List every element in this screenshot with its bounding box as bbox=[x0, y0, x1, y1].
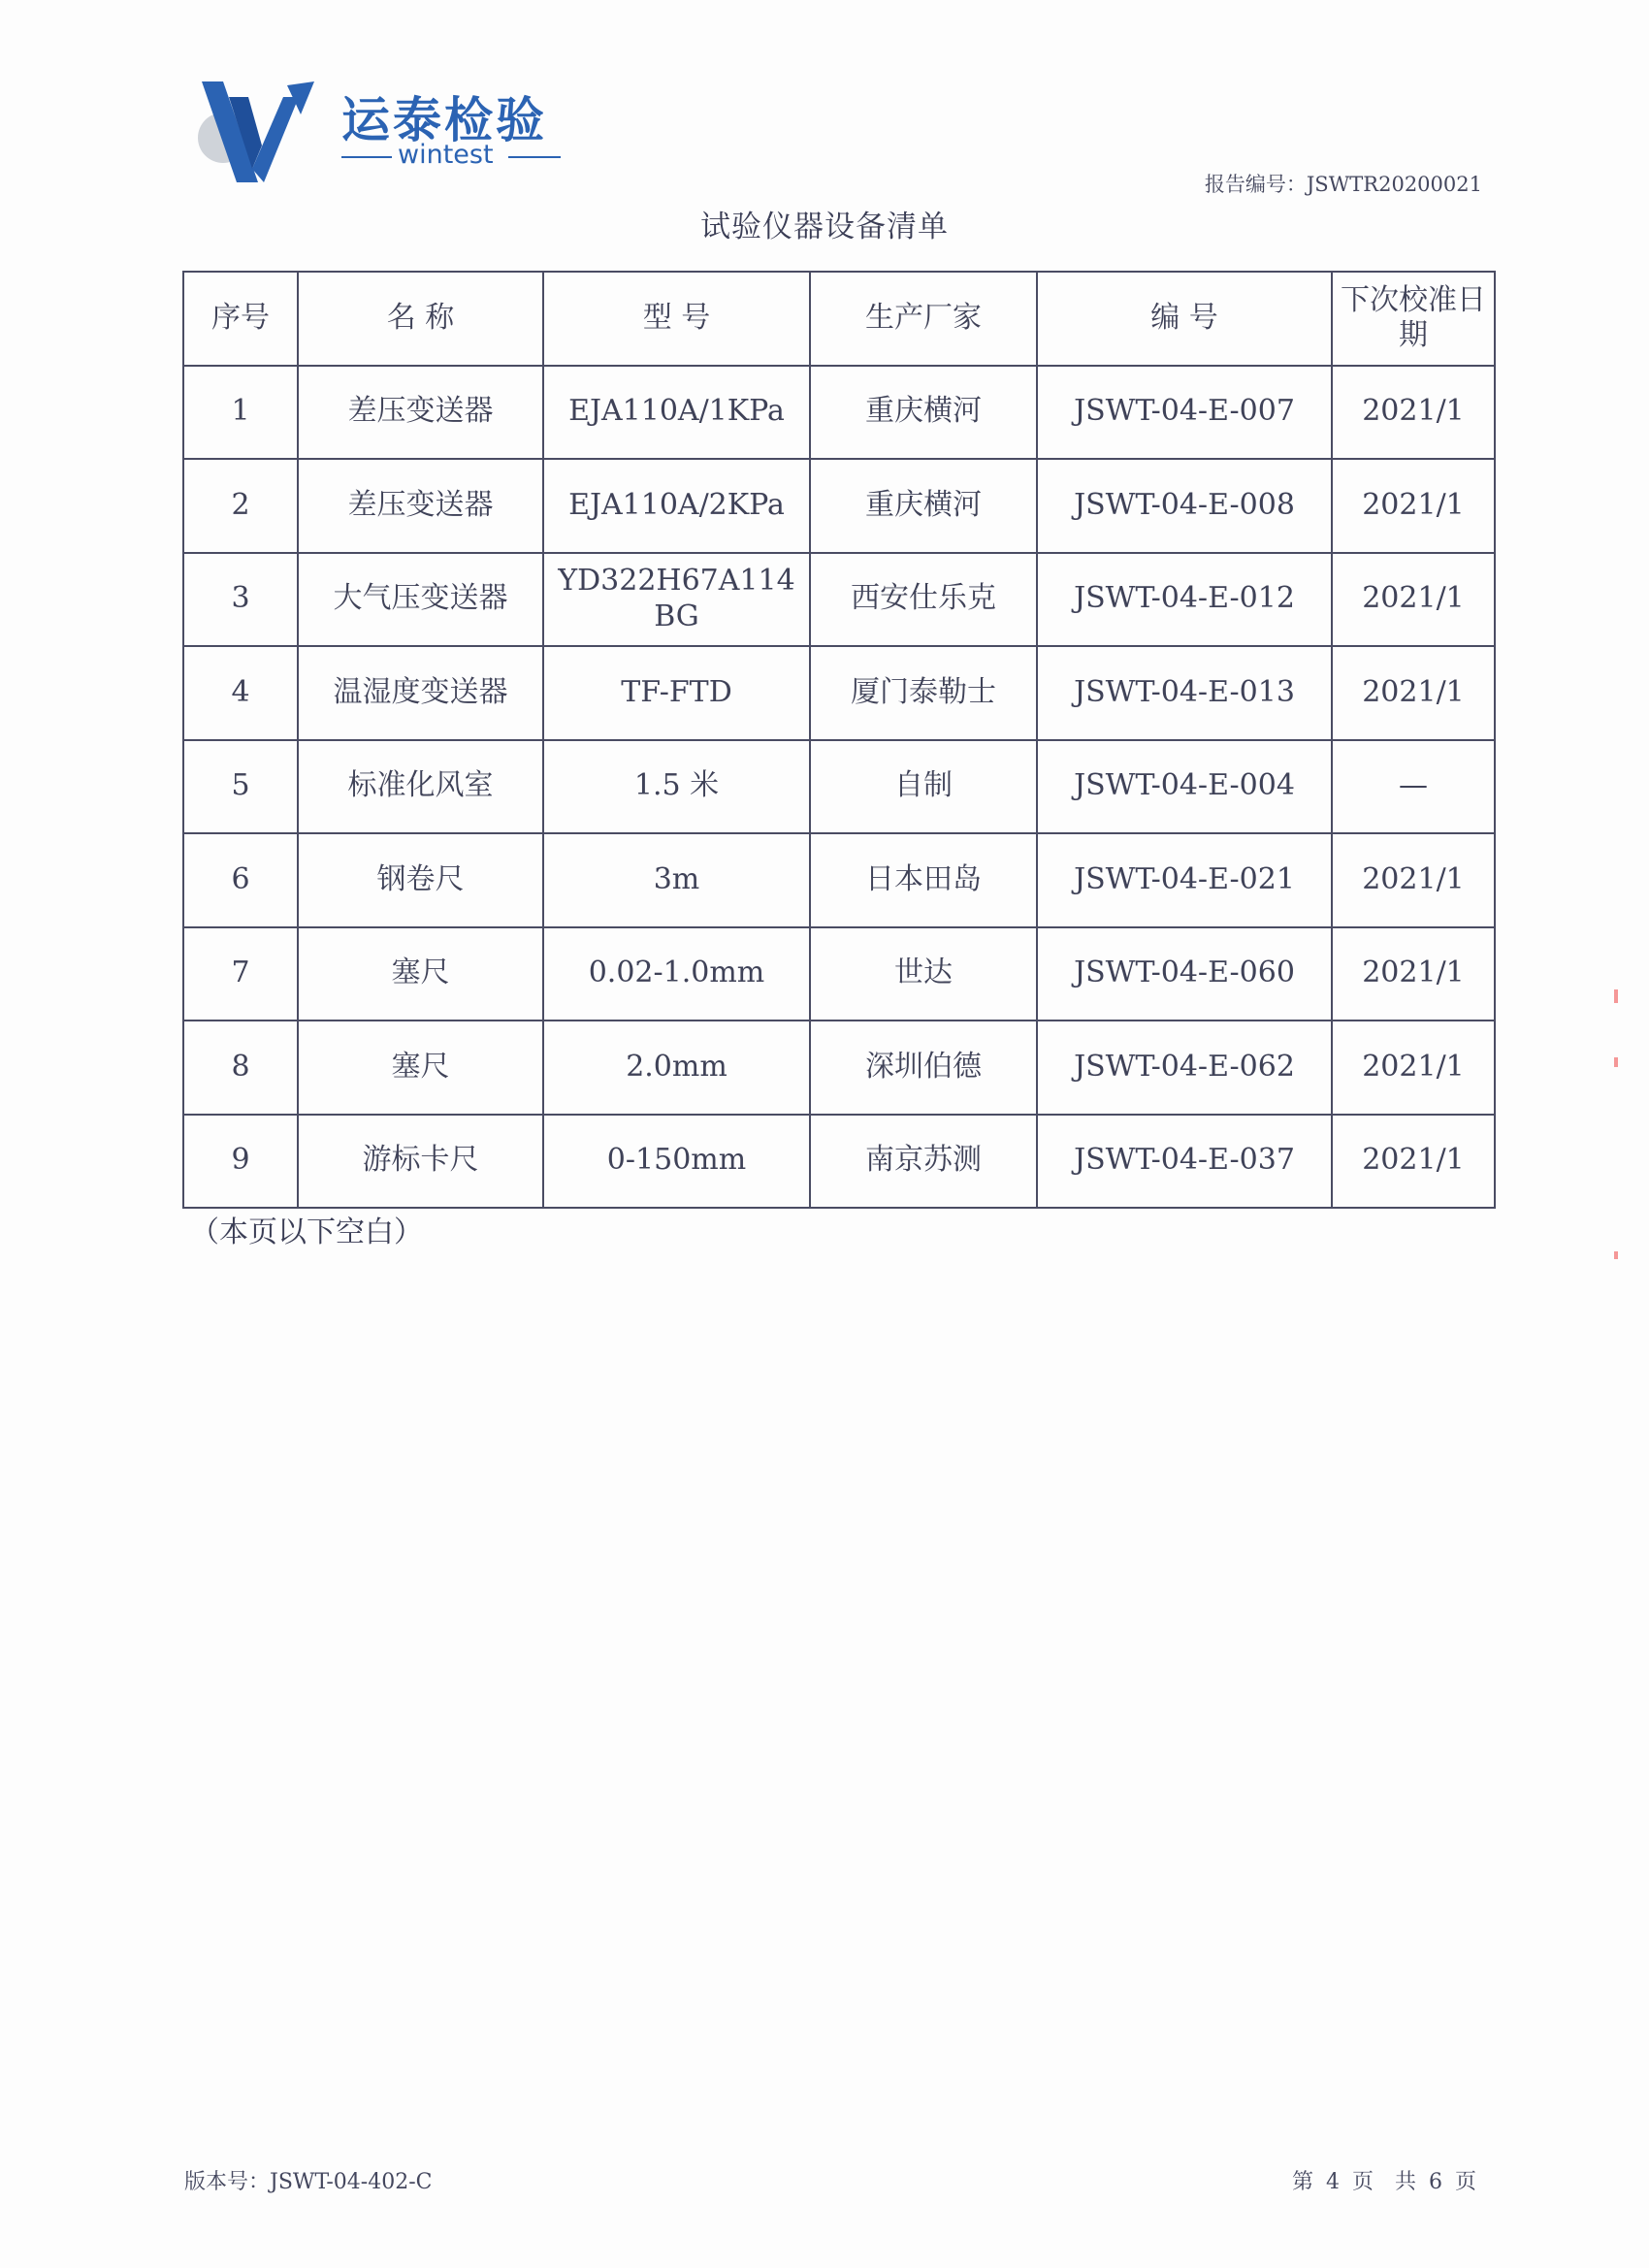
cell-index: 3 bbox=[183, 553, 298, 647]
wintest-logo-mark-icon bbox=[194, 76, 340, 192]
scan-edge-mark bbox=[1614, 1057, 1618, 1067]
cell-index: 5 bbox=[183, 740, 298, 834]
cell-manufacturer: 南京苏测 bbox=[810, 1115, 1037, 1209]
header-manufacturer: 生产厂家 bbox=[810, 272, 1037, 366]
cell-manufacturer: 重庆横河 bbox=[810, 459, 1037, 553]
cell-model: TF-FTD bbox=[543, 646, 810, 740]
table-row bbox=[183, 833, 1495, 927]
cell-model: 3m bbox=[543, 833, 810, 927]
company-logo bbox=[194, 76, 582, 192]
cell-serial: JSWT-04-E-004 bbox=[1037, 740, 1332, 834]
cell-index: 8 bbox=[183, 1021, 298, 1115]
cell-manufacturer: 自制 bbox=[810, 740, 1037, 834]
cell-calibration-date: 2021/1 bbox=[1332, 1115, 1495, 1209]
cell-calibration-date: 2021/1 bbox=[1332, 459, 1495, 553]
page-number: 第 4 页 共 6 页 bbox=[1292, 2170, 1476, 2194]
cell-name: 差压变送器 bbox=[298, 459, 543, 553]
cell-model: EJA110A/1KPa bbox=[543, 366, 810, 460]
cell-manufacturer: 深圳伯德 bbox=[810, 1021, 1037, 1115]
table-row bbox=[183, 927, 1495, 1021]
table-row bbox=[183, 1021, 1495, 1115]
logo-english-name: wintest bbox=[398, 140, 494, 170]
cell-name: 游标卡尺 bbox=[298, 1115, 543, 1209]
cell-calibration-date: 2021/1 bbox=[1332, 1021, 1495, 1115]
cell-model: 2.0mm bbox=[543, 1021, 810, 1115]
scan-edge-mark bbox=[1614, 1251, 1618, 1259]
cell-serial: JSWT-04-E-060 bbox=[1037, 927, 1332, 1021]
cell-index: 7 bbox=[183, 927, 298, 1021]
report-number: 报告编号：JSWTR20200021 bbox=[1204, 173, 1482, 196]
cell-index: 9 bbox=[183, 1115, 298, 1209]
cell-model: 0.02-1.0mm bbox=[543, 927, 810, 1021]
cell-name: 温湿度变送器 bbox=[298, 646, 543, 740]
cell-model: EJA110A/2KPa bbox=[543, 459, 810, 553]
cell-calibration-date: 2021/1 bbox=[1332, 646, 1495, 740]
cell-name: 大气压变送器 bbox=[298, 553, 543, 647]
table-header-row bbox=[183, 272, 1495, 366]
table-row bbox=[183, 553, 1495, 647]
cell-serial: JSWT-04-E-012 bbox=[1037, 553, 1332, 647]
cell-calibration-date: 2021/1 bbox=[1332, 833, 1495, 927]
logo-rule-right bbox=[508, 156, 561, 158]
cell-manufacturer: 日本田岛 bbox=[810, 833, 1037, 927]
header-name: 名 称 bbox=[298, 272, 543, 366]
cell-serial: JSWT-04-E-008 bbox=[1037, 459, 1332, 553]
cell-calibration-date: 2021/1 bbox=[1332, 927, 1495, 1021]
header-index: 序号 bbox=[183, 272, 298, 366]
table-row bbox=[183, 459, 1495, 553]
table-row bbox=[183, 366, 1495, 460]
logo-english-wrap bbox=[341, 142, 561, 171]
cell-serial: JSWT-04-E-007 bbox=[1037, 366, 1332, 460]
cell-index: 2 bbox=[183, 459, 298, 553]
logo-rule-left bbox=[341, 156, 392, 158]
cell-model: 1.5 米 bbox=[543, 740, 810, 834]
cell-serial: JSWT-04-E-013 bbox=[1037, 646, 1332, 740]
cell-index: 1 bbox=[183, 366, 298, 460]
cell-manufacturer: 重庆横河 bbox=[810, 366, 1037, 460]
version-number: 版本号：JSWT-04-402-C bbox=[184, 2170, 433, 2194]
cell-name: 塞尺 bbox=[298, 927, 543, 1021]
header-serial: 编 号 bbox=[1037, 272, 1332, 366]
table-row bbox=[183, 740, 1495, 834]
cell-model: YD322H67A114BG bbox=[543, 553, 810, 647]
scan-edge-mark bbox=[1614, 989, 1618, 1003]
cell-name: 塞尺 bbox=[298, 1021, 543, 1115]
header-model: 型 号 bbox=[543, 272, 810, 366]
cell-name: 标准化风室 bbox=[298, 740, 543, 834]
cell-serial: JSWT-04-E-062 bbox=[1037, 1021, 1332, 1115]
cell-serial: JSWT-04-E-037 bbox=[1037, 1115, 1332, 1209]
equipment-table bbox=[182, 271, 1496, 1209]
document-title: 试验仪器设备清单 bbox=[700, 210, 949, 244]
cell-manufacturer: 西安仕乐克 bbox=[810, 553, 1037, 647]
cell-name: 差压变送器 bbox=[298, 366, 543, 460]
cell-calibration-date: — bbox=[1332, 740, 1495, 834]
cell-serial: JSWT-04-E-021 bbox=[1037, 833, 1332, 927]
cell-manufacturer: 厦门泰勒士 bbox=[810, 646, 1037, 740]
cell-name: 钢卷尺 bbox=[298, 833, 543, 927]
logo-chinese-name: 运泰检验 bbox=[341, 92, 547, 148]
cell-calibration-date: 2021/1 bbox=[1332, 553, 1495, 647]
cell-index: 4 bbox=[183, 646, 298, 740]
cell-model: 0-150mm bbox=[543, 1115, 810, 1209]
table-row bbox=[183, 646, 1495, 740]
cell-index: 6 bbox=[183, 833, 298, 927]
header-calibration-date: 下次校准日期 bbox=[1332, 272, 1495, 366]
blank-page-note: （本页以下空白） bbox=[190, 1215, 423, 1249]
cell-manufacturer: 世达 bbox=[810, 927, 1037, 1021]
cell-calibration-date: 2021/1 bbox=[1332, 366, 1495, 460]
table-row bbox=[183, 1115, 1495, 1209]
